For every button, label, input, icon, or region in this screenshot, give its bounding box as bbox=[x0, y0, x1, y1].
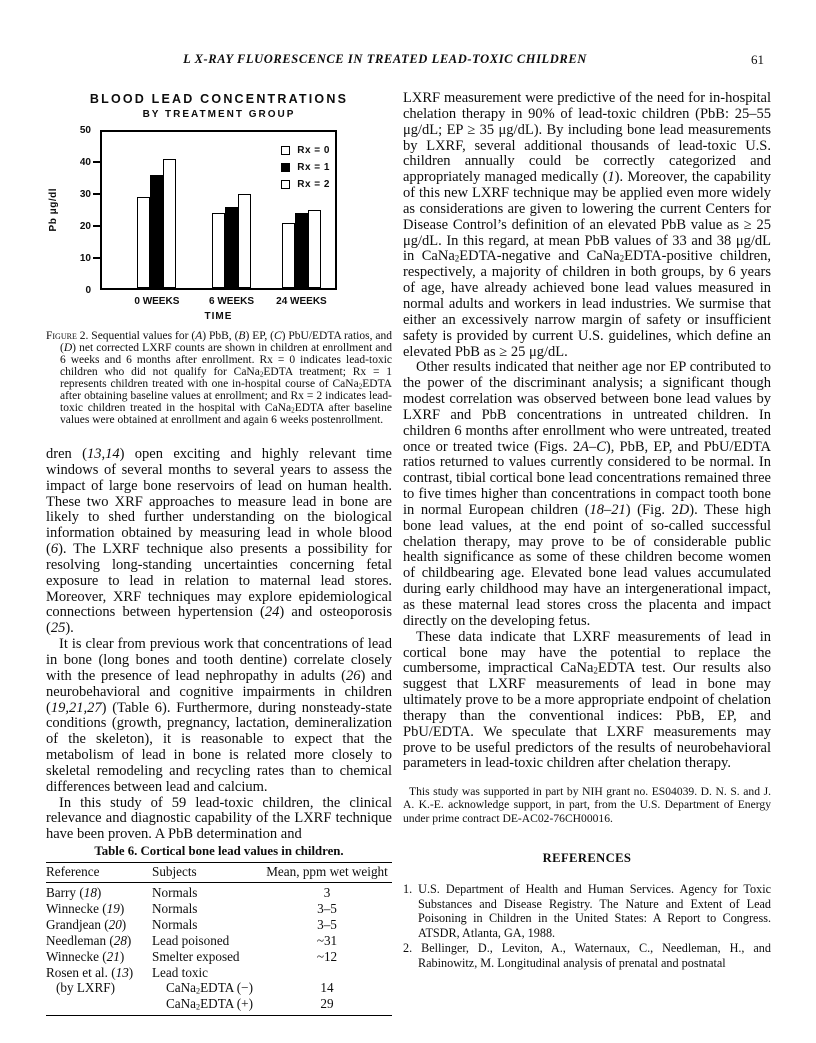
reference-item: 1. U.S. Department of Health and Human Services. Agency for Toxic Substances and Disease Registry. The Nature and Extent of Lead Poisoning in Children in the United States: A Report to Congress. ATSDR, Atlanta, GA, 1988. bbox=[403, 881, 771, 941]
cell-mean bbox=[262, 965, 392, 981]
cell-subjects: Normals bbox=[152, 900, 198, 916]
column-header-reference: Reference bbox=[46, 863, 152, 883]
cell-mean: 3–5 bbox=[317, 900, 337, 916]
cell-subjects: Lead poisoned bbox=[152, 932, 230, 948]
table-row bbox=[46, 949, 392, 965]
y-axis-label: Pb μg/dl bbox=[48, 188, 59, 232]
table-6 bbox=[46, 862, 392, 1016]
cell-reference: Grandjean (20) bbox=[46, 916, 127, 932]
cell-reference: (by LXRF) bbox=[56, 980, 115, 996]
running-head-title: L X-RAY FLUORESCENCE IN TREATED LEAD-TOXIC CHILDREN bbox=[183, 52, 587, 66]
table-row bbox=[46, 917, 392, 933]
y-tick-label: 10 bbox=[79, 253, 91, 264]
cell-subjects: CaNa$_2$EDTA (+) bbox=[152, 996, 262, 1015]
y-tick-mark bbox=[93, 225, 100, 227]
column-header-mean: Mean, ppm wet weight bbox=[262, 863, 392, 883]
paragraph: dren (13,14) open exciting and highly relevant time windows of several months to several years to assess the impact of large bone reservoirs of lead on human health. These two XRF approaches to measure lead in bone are likely to shed further understanding on the biological information obtained by measuring lead in whole blood (6). The LXRF technique also presents a possibility for resolving long-standing uncertainties concerning fetal exposure to lead in relation to maternal lead stores. Moreover, XRF techniques may explore epidemiological connections between hypertension (24) and osteoporosis (25). bbox=[46, 446, 392, 637]
y-tick-mark bbox=[93, 161, 100, 163]
y-tick-label: 0 bbox=[85, 285, 91, 296]
y-tick-mark bbox=[93, 257, 100, 259]
chart-title: BLOOD LEAD CONCENTRATIONS bbox=[89, 92, 349, 106]
cell-reference: Barry (18) bbox=[46, 885, 102, 900]
cell-mean: 29 bbox=[262, 996, 392, 1015]
legend-swatch-icon bbox=[281, 146, 290, 155]
x-tick-label: 24 WEEKS bbox=[276, 296, 327, 307]
cell-reference: Winnecke (21) bbox=[46, 948, 125, 964]
blood-lead-bar-chart bbox=[46, 92, 392, 322]
references-heading: REFERENCES bbox=[542, 850, 632, 865]
table-row bbox=[46, 996, 392, 1015]
left-column-body bbox=[46, 447, 392, 843]
cell-subjects: CaNa$_2$EDTA (−) bbox=[166, 980, 254, 996]
cell-subjects: Normals bbox=[152, 916, 198, 932]
legend-row bbox=[281, 162, 330, 173]
table-row bbox=[46, 933, 392, 949]
reference-item: 2. Bellinger, D., Leviton, A., Waternaux, C., Needleman, H., and Rabinowitz, M. Longitudinal analysis of prenatal and postnatal bbox=[403, 941, 771, 970]
bar-Rx2-6-weeks bbox=[238, 194, 251, 288]
column-header-subjects: Subjects bbox=[152, 863, 262, 883]
bar-Rx2-0-weeks bbox=[163, 159, 176, 288]
bar-Rx1-0-weeks bbox=[150, 175, 163, 288]
legend-label: Rx = 1 bbox=[297, 162, 330, 173]
paragraph: It is clear from previous work that concentrations of lead in bone (long bones and tooth dentine) correlate closely with the presence of lead nephropathy in adults (26) and neurobehavioral and cognitive impairments in children (19,21,27) (Table 6). Furthermore, during nonsteady-state conditions (growth, pregnancy, lactation, demineralization of the skeleton), it is reasonable to expect that the metabolism of lead in bone is related more closely to skeletal remodeling and recycling rates than to chemical differences between lead and calcium. bbox=[46, 636, 392, 795]
page-number: 61 bbox=[751, 52, 764, 67]
right-column bbox=[403, 91, 771, 971]
cell-mean: 14 bbox=[320, 980, 334, 996]
bar-Rx2-24-weeks bbox=[308, 210, 321, 288]
y-tick-label: 40 bbox=[79, 157, 91, 168]
cell-mean: 3 bbox=[323, 885, 331, 900]
table-row bbox=[46, 901, 392, 917]
table-row bbox=[46, 883, 392, 901]
x-axis-label: TIME bbox=[204, 311, 233, 322]
legend-row bbox=[281, 179, 330, 190]
cell-mean: ~12 bbox=[316, 948, 338, 964]
table-header-row bbox=[46, 863, 392, 883]
y-tick-mark bbox=[93, 193, 100, 195]
cell-reference: Needleman (28) bbox=[46, 932, 132, 948]
legend-swatch-icon bbox=[281, 180, 290, 189]
chart-plot-wrap bbox=[48, 125, 337, 307]
paragraph: These data indicate that LXRF measurements of lead in cortical bone may have the potential to replace the cumbersome, impractical CaNa$_2$EDTA test. Our results also suggest that LXRF measurements of lead in bone may ultimately prove to be a more appropriate endpoint of chelation therapy than the conventional indices: PbB, EP, and PbU/EDTA. We speculate that LXRF measurements may prove to be useful predictors of the results of neurobehavioral parameters in lead-toxic children after chelation therapy. bbox=[403, 628, 771, 772]
y-tick-label: 50 bbox=[79, 125, 91, 136]
x-tick-label: 0 WEEKS bbox=[134, 296, 180, 307]
y-tick-label: 30 bbox=[79, 189, 91, 200]
cell-mean: ~31 bbox=[316, 932, 338, 948]
figure-2-caption: Figure 2. Sequential values for (A) PbB, (B) EP, (C) PbU/EDTA ratios, and (D) net corrected LXRF counts are shown in children at enrollment and 6 weeks and 6 months after enrollment. Rx = 0 indicates lead-toxic children who did not qualify for CaNa$_2$EDTA treatment; Rx = 1 represents children treated with one in-hospital course of CaNa$_2$EDTA after obtaining baseline values at enrollment; and Rx = 2 indicates lead-toxic children treated in the hospital with CaNa$_2$EDTA after baseline values were obtained at enrollment and again 6 weeks postenrollment. bbox=[46, 330, 392, 427]
cell-subjects: Smelter exposed bbox=[152, 948, 240, 964]
bar-Rx0-6-weeks bbox=[212, 213, 225, 288]
table-6-title: Table 6. Cortical bone lead values in children. bbox=[94, 844, 344, 858]
chart-legend bbox=[281, 145, 330, 196]
paragraph: In this study of 59 lead-toxic children, the clinical relevance and diagnostic capability of the LXRF technique have been proven. A PbB determination and bbox=[46, 794, 392, 843]
chart-subtitle: BY TREATMENT GROUP bbox=[142, 109, 296, 120]
legend-label: Rx = 0 bbox=[297, 145, 330, 156]
references-list bbox=[403, 882, 771, 971]
legend-row bbox=[281, 145, 330, 156]
paragraph: Other results indicated that neither age nor EP contributed to the power of the discriminant analysis; a significant though modest correlation was observed between bone lead values by LXRF and PbB concentrations in untreated children. In children 6 months after enrollment who were untreated, treated once or treated twice (Figs. 2A–C), PbB, EP, and PbU/EDTA ratios returned to values currently considered to be normal. In contrast, tibial cortical bone lead concentrations remained three to five times higher than concentrations in compact tooth bone in normal European children (18–21) (Fig. 2D). These high bone lead values, at the end point of so-called successful chelation therapy, may prove to be of considerable public health significance as some of these children become women of childbearing age. Elevated bone lead values accumulated during early childhood may have an intergenerational impact, as these maternal lead stores cross the placenta and impact directly on the developing fetus. bbox=[403, 359, 772, 629]
table-row bbox=[46, 965, 392, 981]
legend-label: Rx = 2 bbox=[297, 179, 330, 190]
bar-Rx0-24-weeks bbox=[282, 223, 295, 288]
cell-subjects: Lead toxic bbox=[152, 964, 209, 980]
table-row bbox=[46, 980, 392, 996]
cell-reference: Rosen et al. (13) bbox=[46, 964, 134, 980]
bar-Rx0-0-weeks bbox=[137, 197, 150, 288]
bar-Rx1-6-weeks bbox=[225, 207, 238, 288]
y-tick-label: 20 bbox=[79, 221, 91, 232]
cell-reference bbox=[46, 996, 152, 1015]
x-tick-label: 6 WEEKS bbox=[209, 296, 255, 307]
chart-plot-area bbox=[100, 130, 337, 290]
table-6-block bbox=[46, 844, 392, 1016]
cell-subjects: Normals bbox=[152, 885, 198, 900]
legend-swatch-icon bbox=[281, 163, 290, 172]
right-column-body bbox=[403, 91, 771, 772]
acknowledgment: This study was supported in part by NIH grant no. ES04039. D. N. S. and J. A. K.-E. acknowledge support, in part, from the U.S. Department of Energy under prime contract DE-AC02-76CH00016. bbox=[403, 785, 771, 825]
paragraph: LXRF measurement were predictive of the need for in-hospital chelation therapy in 90% of lead-toxic children (PbB: 25–55 μg/dL; EP ≥ 35 μg/dL). By including bone lead measurements by LXRF, several additional thousands of lead-toxic U.S. children annually could be correctly categorized and appropriately managed medically (1). Moreover, the capability of this new LXRF technique may be applied even more widely as considerations are given to lowering the current Centers for Disease Control’s definition of an elevated PbB value as ≥ 25 μg/dL. In this regard, at mean PbB values of 33 and 38 μg/dL in CaNa$_2$EDTA-negative and CaNa$_2$EDTA-positive children, respectively, a majority of children in both groups, by 6 years of age, have already achieved bone lead values measured in normal adults and workers in lead industries. We surmise that either an excessively narrow margin of safety or insufficient safety is provided by current U.S. guidelines, which define an elevated PbB as ≥ 25 μg/dL. bbox=[403, 90, 772, 360]
cell-mean: 3–5 bbox=[317, 916, 337, 932]
bar-Rx1-24-weeks bbox=[295, 213, 308, 288]
cell-reference: Winnecke (19) bbox=[46, 900, 125, 916]
